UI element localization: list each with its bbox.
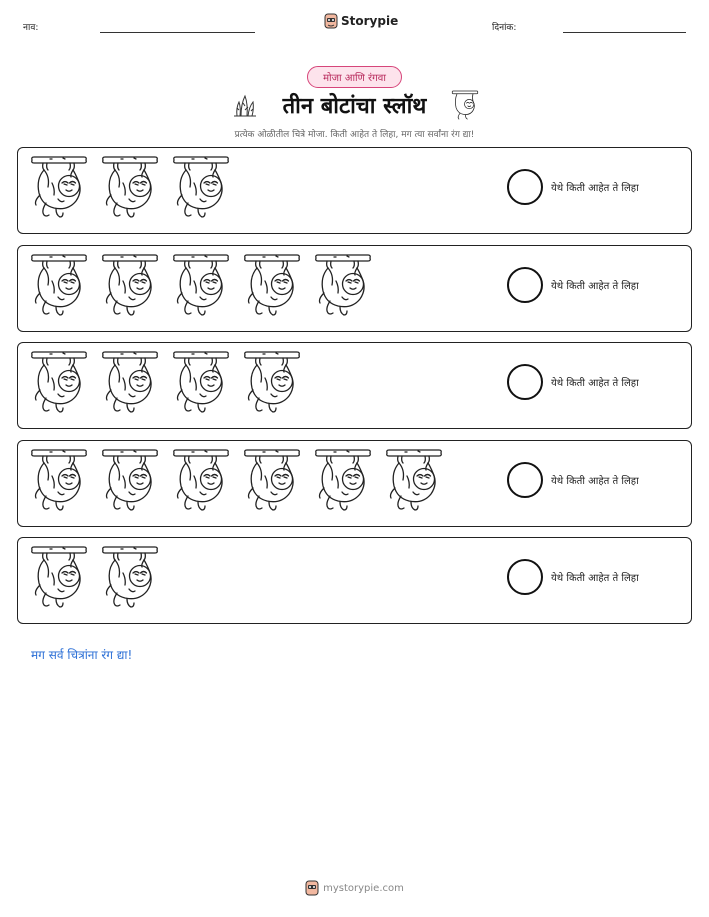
storypie-logo-icon [324, 13, 338, 29]
counting-row [17, 245, 692, 332]
sloth-icon [385, 448, 443, 512]
sloth-group [30, 448, 443, 512]
sloth-icon [101, 350, 159, 414]
sloth-icon [101, 155, 159, 219]
sloth-icon [30, 253, 88, 317]
sloth-group [30, 155, 230, 219]
sloth-icon [449, 90, 481, 120]
sloth-icon [30, 545, 88, 609]
sloth-group [30, 253, 372, 317]
sloth-icon [101, 545, 159, 609]
counting-row [17, 440, 692, 527]
answer-circle[interactable] [507, 559, 543, 595]
sloth-icon [314, 253, 372, 317]
brand-name: Storypie [341, 14, 399, 28]
footer-note: मग सर्व चित्रांना रंग द्या! [31, 648, 133, 662]
answer-circle[interactable] [507, 169, 543, 205]
instruction-text: प्रत्येक ओळीतील चित्रे मोजा. किती आहेत ते लिहा, मग त्या सर्वांना रंग द्या! [234, 130, 475, 140]
footer-site: mystorypie.com [323, 882, 404, 894]
sloth-icon [172, 448, 230, 512]
answer-label: येथे किती आहेत ते लिहा [551, 281, 639, 292]
sloth-icon [172, 155, 230, 219]
answer-circle[interactable] [507, 364, 543, 400]
sloth-icon [101, 448, 159, 512]
answer-label: येथे किती आहेत ते लिहा [551, 573, 639, 584]
sloth-icon [243, 253, 301, 317]
activity-badge: मोजा आणि रंगवा [307, 66, 402, 88]
sloth-group [30, 545, 159, 609]
sloth-icon [101, 253, 159, 317]
sloth-icon [243, 350, 301, 414]
storypie-logo [324, 13, 398, 29]
answer-circle[interactable] [507, 267, 543, 303]
counting-row [17, 147, 692, 234]
name-line[interactable] [100, 32, 255, 33]
sloth-icon [172, 350, 230, 414]
counting-row [17, 342, 692, 429]
storypie-footer-icon [305, 880, 319, 896]
answer-label: येथे किती आहेत ते लिहा [551, 378, 639, 389]
worksheet-header [0, 0, 709, 40]
answer-label: येथे किती आहेत ते लिहा [551, 476, 639, 487]
counting-row [17, 537, 692, 624]
sloth-group [30, 350, 301, 414]
page-title: तीन बोटांचा स्लॉथ [282, 94, 427, 119]
answer-circle[interactable] [507, 462, 543, 498]
sloth-icon [243, 448, 301, 512]
sloth-icon [30, 155, 88, 219]
page-footer [0, 880, 709, 896]
answer-label: येथे किती आहेत ते लिहा [551, 183, 639, 194]
sloth-icon [314, 448, 372, 512]
name-label: नाव: [23, 23, 39, 33]
sloth-icon [30, 350, 88, 414]
sloth-icon [172, 253, 230, 317]
sloth-icon [30, 448, 88, 512]
date-label: दिनांक: [492, 23, 517, 33]
date-line[interactable] [563, 32, 686, 33]
